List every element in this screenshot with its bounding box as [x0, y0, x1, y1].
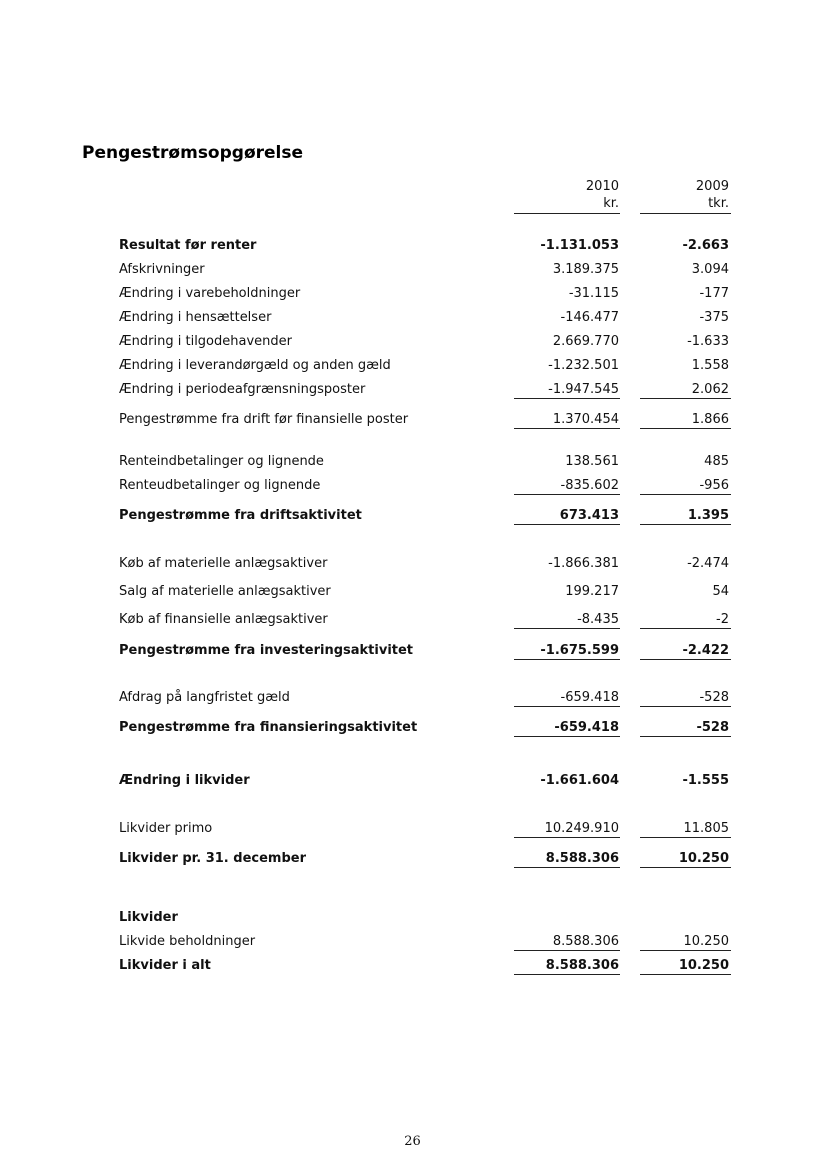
value-2010: 199.217 — [565, 584, 619, 599]
rule-2010 — [514, 736, 620, 737]
row-label: Likvider — [119, 910, 178, 925]
value-2010: -1.866.381 — [548, 556, 619, 571]
table-row — [0, 718, 825, 738]
rule-2009 — [640, 706, 731, 707]
row-label: Ændring i hensættelser — [119, 310, 272, 325]
row-label: Pengestrømme fra drift før finansielle poster — [119, 412, 409, 427]
table-row — [0, 506, 825, 526]
table-row — [0, 849, 825, 869]
table-row — [0, 476, 825, 496]
rule-2010 — [514, 428, 620, 429]
value-2009: 3.094 — [691, 262, 729, 277]
rule-2009 — [640, 736, 731, 737]
value-2010: -659.418 — [554, 720, 619, 735]
value-2009: -1.633 — [687, 334, 729, 349]
row-label: Køb af finansielle anlægsaktiver — [119, 612, 328, 627]
row-label: Likvider pr. 31. december — [119, 851, 306, 866]
row-label: Salg af materielle anlægsaktiver — [119, 584, 331, 599]
value-2009: -2.474 — [687, 556, 729, 571]
table-row — [0, 260, 825, 280]
value-2010: -1.947.545 — [548, 382, 619, 397]
rule-2009 — [640, 867, 731, 868]
rule-2009 — [640, 837, 731, 838]
value-2009: -528 — [699, 690, 729, 705]
table-row — [0, 641, 825, 661]
header-year-2010: 2010 — [585, 179, 619, 194]
rule-2009 — [640, 659, 731, 660]
row-label: Likvider primo — [119, 821, 213, 836]
row-label: Ændring i likvider — [119, 773, 250, 788]
value-2009: 10.250 — [683, 934, 729, 949]
header-rule-2009 — [640, 213, 731, 214]
value-2010: 10.249.910 — [544, 821, 619, 836]
value-2009: 1.395 — [687, 508, 729, 523]
value-2009: 54 — [712, 584, 729, 599]
row-label: Pengestrømme fra finansieringsaktivitet — [119, 720, 418, 735]
table-row — [0, 688, 825, 708]
table-row — [0, 284, 825, 304]
rule-2010 — [514, 524, 620, 525]
value-2010: -1.675.599 — [540, 643, 619, 658]
rule-2010 — [514, 398, 620, 399]
value-2009: 11.805 — [683, 821, 729, 836]
rule-2010 — [514, 867, 620, 868]
value-2010: 1.370.454 — [552, 412, 619, 427]
row-label: Pengestrømme fra driftsaktivitet — [119, 508, 362, 523]
table-row — [0, 236, 825, 256]
value-2010: -835.602 — [560, 478, 619, 493]
table-row — [0, 932, 825, 952]
table-row — [0, 819, 825, 839]
value-2009: -956 — [699, 478, 729, 493]
table-row — [0, 554, 825, 574]
row-label: Pengestrømme fra investeringsaktivitet — [119, 643, 414, 658]
table-row — [0, 356, 825, 376]
value-2010: 2.669.770 — [552, 334, 619, 349]
value-2010: 3.189.375 — [552, 262, 619, 277]
rule-2010 — [514, 659, 620, 660]
value-2010: -1.661.604 — [540, 773, 619, 788]
row-label: Afdrag på langfristet gæld — [119, 690, 290, 705]
table-row — [0, 956, 825, 976]
row-label: Ændring i leverandørgæld og anden gæld — [119, 358, 391, 373]
value-2009: 10.250 — [678, 851, 729, 866]
value-2009: 485 — [704, 454, 729, 469]
value-2010: -659.418 — [560, 690, 619, 705]
rule-2009 — [640, 494, 731, 495]
value-2009: 1.558 — [691, 358, 729, 373]
rule-2009 — [640, 950, 731, 951]
row-label: Ændring i varebeholdninger — [119, 286, 301, 301]
value-2009: 1.866 — [691, 412, 729, 427]
table-row — [0, 308, 825, 328]
value-2009: 2.062 — [691, 382, 729, 397]
value-2009: -2 — [716, 612, 729, 627]
value-2010: -146.477 — [560, 310, 619, 325]
value-2009: -528 — [696, 720, 729, 735]
value-2009: -375 — [699, 310, 729, 325]
page-title: Pengestrømsopgørelse — [82, 143, 304, 163]
value-2010: -1.232.501 — [548, 358, 619, 373]
row-label: Ændring i tilgodehavender — [119, 334, 292, 349]
rule-2009 — [640, 974, 731, 975]
value-2010: -8.435 — [577, 612, 619, 627]
table-row — [0, 908, 825, 928]
row-label: Likvider i alt — [119, 958, 211, 973]
value-2009: 10.250 — [678, 958, 729, 973]
header-unit-tkr: tkr. — [708, 196, 729, 211]
value-2009: -2.422 — [682, 643, 729, 658]
header-unit-kr: kr. — [603, 196, 619, 211]
rule-2010 — [514, 837, 620, 838]
header-year-2009: 2009 — [695, 179, 729, 194]
table-row — [0, 582, 825, 602]
rule-2010 — [514, 950, 620, 951]
page-number: 26 — [404, 1134, 421, 1149]
value-2010: -1.131.053 — [540, 238, 619, 253]
table-row — [0, 452, 825, 472]
rule-2009 — [640, 428, 731, 429]
value-2010: 8.588.306 — [552, 934, 619, 949]
rule-2010 — [514, 494, 620, 495]
value-2010: 8.588.306 — [545, 851, 619, 866]
value-2010: 673.413 — [559, 508, 619, 523]
row-label: Renteindbetalinger og lignende — [119, 454, 324, 469]
table-row — [0, 610, 825, 630]
table-row — [0, 380, 825, 400]
rule-2010 — [514, 706, 620, 707]
rule-2009 — [640, 628, 731, 629]
table-row — [0, 771, 825, 791]
value-2010: -31.115 — [568, 286, 619, 301]
rule-2009 — [640, 398, 731, 399]
row-label: Afskrivninger — [119, 262, 205, 277]
table-row — [0, 410, 825, 430]
row-label: Renteudbetalinger og lignende — [119, 478, 321, 493]
value-2010: 8.588.306 — [545, 958, 619, 973]
table-row — [0, 332, 825, 352]
row-label: Køb af materielle anlægsaktiver — [119, 556, 328, 571]
value-2009: -1.555 — [682, 773, 729, 788]
row-label: Ændring i periodeafgrænsningsposter — [119, 382, 366, 397]
value-2010: 138.561 — [565, 454, 619, 469]
rule-2010 — [514, 628, 620, 629]
row-label: Resultat før renter — [119, 238, 257, 253]
row-label: Likvide beholdninger — [119, 934, 256, 949]
value-2009: -2.663 — [682, 238, 729, 253]
rule-2010 — [514, 974, 620, 975]
value-2009: -177 — [699, 286, 729, 301]
rule-2009 — [640, 524, 731, 525]
header-rule-2010 — [514, 213, 620, 214]
